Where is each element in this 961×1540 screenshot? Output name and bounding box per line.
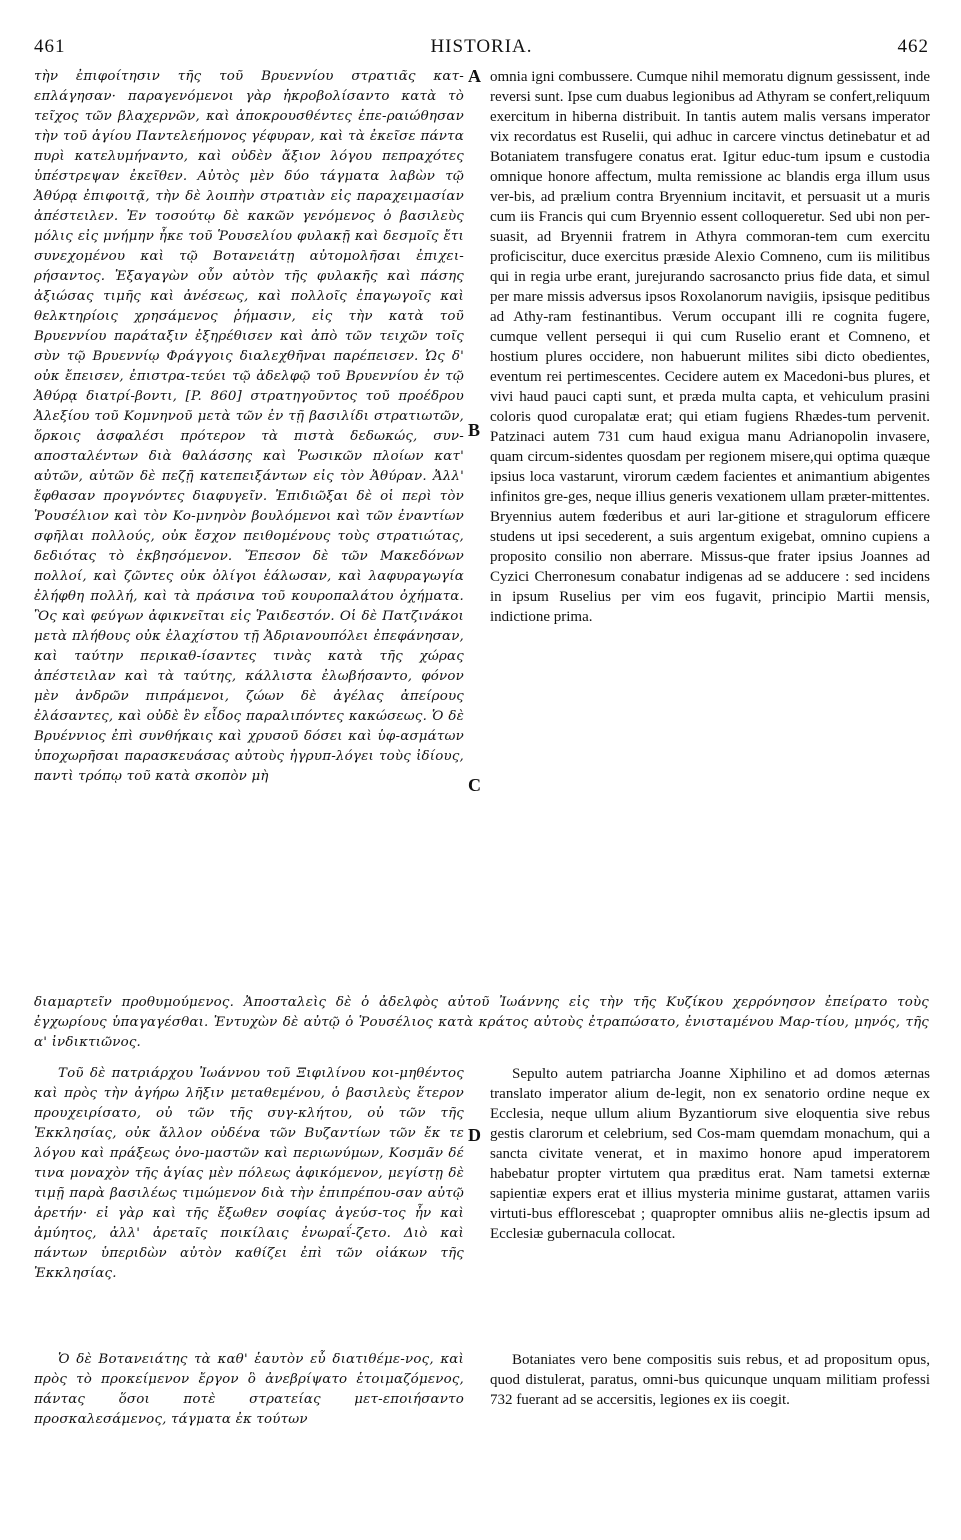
latin-paragraph-patriarch: Sepulto autem patriarcha Joanne Xiphilino et ad domos æternas translato imperator alium de-legit, non ex senatorio ordine neque ex Ecclesia, neque ullum alium Byzantiorum sive eloquentia sive rebus gestis clarorum et celebrium, sed Cos-mam quemdam monachum, qui a sancta civitate venerat, et in maximo honore apud imperatorem habebatur propter virtutem qua præditus erat. Nam tametsi externæ sapientiæ expers erat et illius mysteria minime gustarat, attamen variis virtuti-bus efflorescebat ; quapropter omnibus aliis ne-glectis ipsum ad Ecclesiæ gubernacula collocat. [490,1066,930,1242]
page-number-left: 461 [34,36,66,57]
latin-text-upper: omnia igni combussere. Cumque nihil memoratu dignum gessissent, inde reversi sunt. Ipse cum duabus legionibus ad Athyram se confert,reliquum exercitum in hiberna distribuit. In tantis autem malis versans imperator vix recordatus est Ruselii, qui adhuc in carcere vinctus detinebatur et ad Botaniatem transfugere conatus erat. Igitur educ-tum ipsum e custodia omnique honore affectum, multa remissione ac blandis erga illum usus ver-bis, ad prælium contra Bryennium incitavit, et persuasit ut a muris cum iis Francis qui cum Bryennio essent colloqueretur. Sed ubi non per-suasit, ad Bryennii fratrem in Athyra commoran-tem cum exercitu proficiscitur, duce exercitus præside Alexio Comneno, cum iis militibus qui in regia urbe erant, jurejurando sacrosancto prius fide data, et simul per mare missis adversus ipsos Roxolanorum navigiis, ipsisque peditibus ad Athy-ram festinantibus. Verum occupant illi re cognita fugere, cumque vellent persequi ii qui cum Ruselio erant et Comneno, et hostium plures occidere, non habuerunt milites sibi dicto obedientes, eventum rei pertimescentes. Cecidere autem ex Macedoni-bus plures, et vivi haud pauci capti sunt, et præda multa capta, et vehiculum prasini coloris quod curopalatæ erat; qui etiam fugiens Rhædes-tum pervenit. Patzinaci autem 731 cum haud exigua manu Adrianopolin invasere, quam circum-sidentes quosdam per regionem misere,qui optima quæque ipsius loca vastarunt, virorum cædem facientes et animantium abigentes infinitos gre-ges, neque illius generis vexationem ullam præter-mittentes. Bryennius autem fœderibus et auri lar-gitione et stragulorum efficere studens ut ipsi secederent, a suis argentum exigebat, omnino cupiens a proposito consilio non aberrare. Missus-que frater ipsius Joannes ad Cyzici Cherronesum conabatur indigenas ad se adducere : sed incidens in ipsum Ruselius per vim eos fugavit, principio Martii mensis, indictione prima. [490,69,930,625]
margin-letter-c: C [468,775,481,795]
margin-letter-a: A [468,66,481,86]
greek-paragraph-patriarch: Τοῦ δὲ πατριάρχου Ἰωάννου τοῦ Ξιφιλίνου κοι-μηθέντος καὶ πρὸς τὴν ἀγήρω λῆξιν μεταθεμένου, ὁ βασιλεὺς ἕτερον προυχειρίσατο, οὐ τῶν τῆς συγ-κλήτου, οὐ τῶν τῆς Ἐκκλησίας, οὐκ ἄλλον οὐδένα τῶν Βυζαντίων τῶν ἔκ τε λόγου καὶ πράξεως ὀνο-μαστῶν καὶ περιωνύμων, Κοσμᾶν δέ τινα μοναχὸν τῆς ἁγίας μὲν πόλεως ἀφικόμενον, μεγίστῃ δὲ τιμῇ παρὰ βασιλέως τιμώμενον διὰ τὴν ἐπιπρέπου-σαν αὐτῷ ἀρετήν· εἰ γὰρ καὶ τῆς ἔξωθεν σοφίας ἀγεύσ-τος ἦν καὶ ἀμύητος, ἀλλ' ἀρεταῖς ποικίλαις ἐνωραΐ-ζετο. Διὸ καὶ πάντων ὑπεριδὼν αὐτὸν καθίζει ἐπὶ τῶν οἰάκων τῆς Ἐκκλησίας. [34,1066,464,1281]
running-header [34,36,929,64]
page-number-right: 462 [897,36,929,57]
margin-letter-b: B [468,420,481,440]
margin-letter-d: D [468,1125,481,1145]
latin-paragraph-botaniates: Botaniates vero bene compositis suis rebus, et ad propositum opus, quod distulerat, paratus, omni-bus quicunque unquam militiam professi 732 fuerant ad se accersitis, legiones ex iis coegit. [490,1352,930,1408]
greek-paragraph-botaniates: Ὁ δὲ Βοτανειάτης τὰ καθ' ἑαυτὸν εὖ διατιθέμε-νος, καὶ πρὸς τὸ προκείμενον ἔργον ὃ ἀνεβρίψατο ἑτοιμαζόμενος, πάντας ὅσοι ποτὲ στρατείας μετ-εποιήσαντο προσκαλεσάμενος, τάγματα ἐκ τούτων [34,1352,464,1427]
greek-text-upper: τὴν ἐπιφοίτησιν τῆς τοῦ Βρυεννίου στρατιᾶς κατ-επλάγησαν· παραγενόμενοι γὰρ ἠκροβολίσαντο κατὰ τὸ τεῖχος τῶν βλαχερνῶν, καὶ ἀποκρουσθέντες ἐπε-ραιώθησαν τὴν τοῦ ἁγίου Παντελεήμονος γέφυραν, καὶ τὰ ἐκεῖσε πάντα πυρὶ κατελυμήναντο, καὶ οὐδὲν ἄξιον λόγου πεπραχότες ὑπέστρεψαν ἐκεῖθεν. Αὐτὸς μὲν δύο τάγματα λαβὼν τῷ Ἀθύρᾳ ἐπιφοιτᾷ, τὴν δὲ λοιπὴν στρατιὰν εἰς παραχειμασίαν ἀπέστειλεν. Ἐν τοσούτῳ δὲ κακῶν γενόμενος ὁ βασιλεὺς μόλις εἰς μνήμην ἦκε τοῦ Ῥουσελίου φυλακῇ καὶ δεσμοῖς ἔτι συνεχομένου καὶ τῷ Βοτανειάτῃ αὐτομολῆσαι ἐπιχει-ρήσαντος. Ἐξαγαγὼν οὖν αὐτὸν τῆς φυλακῆς καὶ πάσης ἀξιώσας τιμῆς καὶ ἀνέσεως, καὶ πολλοῖς ἐπαγωγοῖς καὶ θελκτηρίοις χρησάμενος ῥήμασιν, εἰς τὴν κατὰ τοῦ Βρυεννίου παράταξιν ἐξηρέθισεν καὶ ἀπὸ τῶν τειχῶν τοῖς σὺν τῷ Βρυεννίῳ Φράγγοις διαλεχθῆναι παρέπεισεν. Ὡς δ' οὐκ ἔπεισεν, ἐπιστρα-τεύει τῷ ἀδελφῷ τοῦ Βρυεννίου ἐν τῷ Ἀθύρᾳ διατρί-βοντι, [P. 860] στρατηγοῦντος τοῦ προέδρου Ἀλεξίου τοῦ Κομνηνοῦ μετὰ τῶν ἐν τῇ βασιλίδι στρατιωτῶν, ὅρκοις ἀσφαλέσι πρότερον τὰ πιστὰ δεδωκώς, συν-αποσταλέντων διὰ θαλάσσης καὶ Ῥωσικῶν πλοίων κατ' αὐτῶν, αὐτῶν δὲ πεζῇ κατεπειξάντων εἰς τὸν Ἀθύραν. Ἀλλ' ἔφθασαν προγνόντες διαφυγεῖν. Ἐπιδιῶξαι δὲ οἱ περὶ τὸν Ῥουσέλιον καὶ τὸν Κο-μνηνὸν βουλόμενοι καὶ τῶν ἐναντίων σφῆλαι πολλούς, οὐκ ἔσχον πειθομένους τοὺς στρατιώτας, δεδιότας τὸ ἐκβησόμενον. Ἔπεσον δὲ τῶν Μακεδόνων πολλοί, καὶ ζῶντες οὐκ ὀλίγοι ἑάλωσαν, καὶ λαφυραγωγία ἐλήφθη πολλή, καὶ τὰ πράσινα τοῦ κουροπαλάτου ὀχήματα. Ὃς καὶ φεύγων ἀφικνεῖται εἰς Ῥαιδεστόν. Οἱ δὲ Πατζινάκοι μετὰ πλήθους οὐκ ἐλαχίστου τῇ Ἀδριανουπόλει ἐπεφάνησαν, καὶ ταύτην περικαθ-ίσαντες τινὰς κατὰ τῆς χώρας ἀπέστειλαν καὶ τὰ ταύτης, κάλλιστα ἐλωβήσαντο, φόνον μὲν ἀνδρῶν πιπράμενοι, ζώων δὲ ἀγέλας ἀπείρους ἐλάσαντες, καὶ οὐδὲ ἓν εἶδος παραλιπόντες κακώσεως. Ὁ δὲ Βρυέννιος ἐπὶ συνθήκαις καὶ χρυσοῦ δόσει καὶ ὑφ-ασμάτων ὑποχωρῆσαι παρασκευάσας αὐτοὺς ἠγρυπ-λόγει τοὺς ἰδίους, παντὶ τρόπῳ τοῦ κατὰ σκοπὸν μὴ [34,69,464,784]
running-title: HISTORIA. [430,36,533,57]
greek-text-full-width: διαμαρτεῖν προθυμούμενος. Ἀποσταλεὶς δὲ ὁ ἀδελφὸς αὐτοῦ Ἰωάννης εἰς τὴν τῆς Κυζίκου χερρόνησον ἐπείρατο τοὺς ἐγχωρίους ὑπαγαγέσθαι. Ἐντυχὼν δὲ αὐτῷ ὁ Ῥουσέλιος κατὰ κράτος αὐτοὺς ἐτραπώσατο, ἐνισταμένου Μαρ-τίου, μηνός, τῆς α' ἰνδικτιῶνος. [34,995,929,1050]
